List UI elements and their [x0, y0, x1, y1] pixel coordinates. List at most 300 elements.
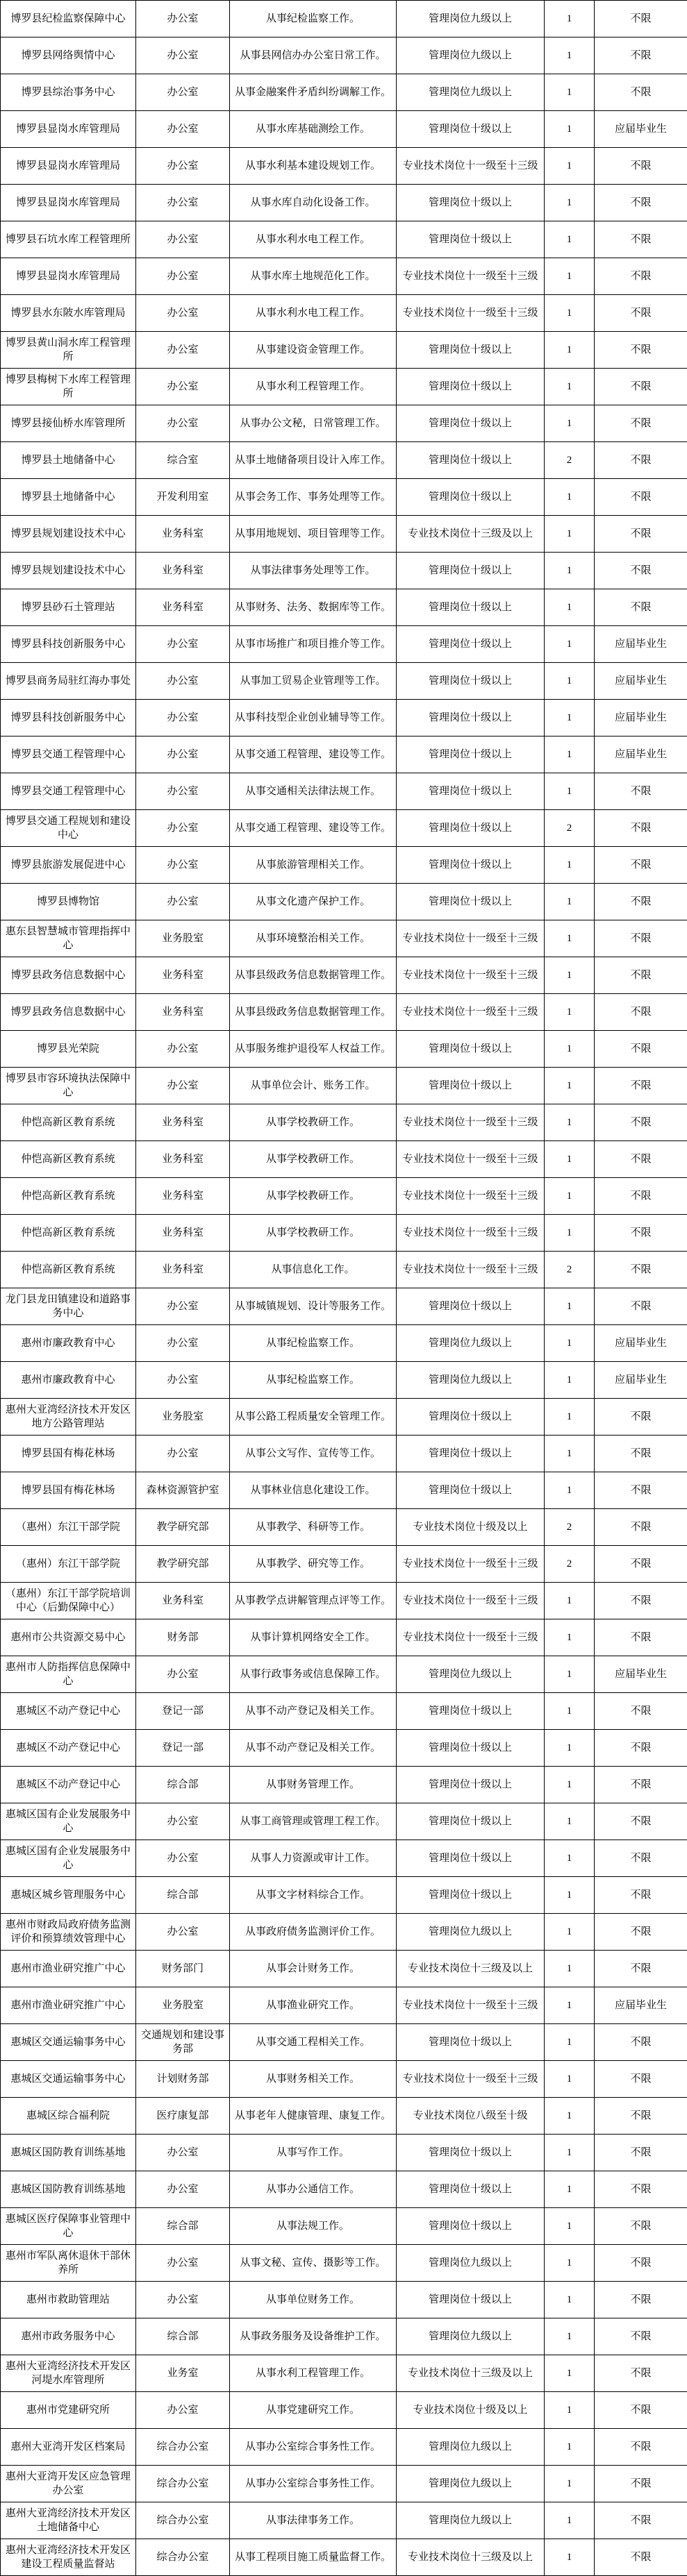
eligibility-cell: 不限 [595, 2318, 687, 2355]
unit-cell: 博罗县旅游发展促进中心 [1, 847, 136, 884]
requirement-cell: 管理岗位十级以上 [397, 2024, 545, 2061]
eligibility-cell: 不限 [595, 405, 687, 442]
department-cell: 财务部门 [136, 1951, 230, 1987]
requirement-cell: 管理岗位十级以上 [397, 479, 545, 516]
table-row [1, 1730, 687, 1767]
department-cell: 办公室 [136, 1288, 230, 1325]
department-cell: 综合部 [136, 1767, 230, 1803]
duty-cell: 从事办公文秘，日常管理工作。 [230, 405, 397, 442]
unit-cell: 仲恺高新区教育系统 [1, 1141, 136, 1178]
duty-cell: 从事学校教研工作。 [230, 1215, 397, 1252]
unit-cell: 博罗县土地储备中心 [1, 442, 136, 479]
table-row [1, 516, 687, 553]
department-cell: 综合部 [136, 2208, 230, 2245]
table-row [1, 442, 687, 479]
headcount-cell: 1 [545, 185, 595, 221]
table-row [1, 1583, 687, 1619]
requirement-cell: 专业技术岗位十一级至十三级 [397, 1141, 545, 1178]
headcount-cell: 1 [545, 1031, 595, 1068]
requirement-cell: 专业技术岗位十一级至十三级 [397, 1104, 545, 1141]
headcount-cell: 1 [545, 1877, 595, 1914]
headcount-cell: 1 [545, 2318, 595, 2355]
duty-cell: 从事计算机网络安全工作。 [230, 1619, 397, 1656]
table-row [1, 1619, 687, 1656]
duty-cell: 从事用地规划、项目管理等工作。 [230, 516, 397, 553]
table-row [1, 2466, 687, 2502]
department-cell: 办公室 [136, 736, 230, 773]
eligibility-cell: 不限 [595, 1472, 687, 1509]
table-row [1, 1252, 687, 1288]
table-row [1, 2098, 687, 2135]
eligibility-cell: 不限 [595, 1252, 687, 1288]
requirement-cell: 管理岗位九级以上 [397, 1325, 545, 1362]
department-cell: 业务股室 [136, 920, 230, 957]
department-cell: 办公室 [136, 74, 230, 111]
headcount-cell: 1 [545, 2098, 595, 2135]
duty-cell: 从事渔业研究工作。 [230, 1987, 397, 2024]
duty-cell: 从事文字材料综合工作。 [230, 1877, 397, 1914]
duty-cell: 从事法律事务处理等工作。 [230, 553, 397, 589]
duty-cell: 从事土地储备项目设计入库工作。 [230, 442, 397, 479]
unit-cell: 惠州大亚湾开发区应急管理办公室 [1, 2466, 136, 2502]
table-row [1, 553, 687, 589]
requirement-cell: 管理岗位十级以上 [397, 2282, 545, 2318]
unit-cell: 博罗县水东陂水库管理局 [1, 295, 136, 332]
requirement-cell: 管理岗位十级以上 [397, 369, 545, 405]
unit-cell: 惠州市人防指挥信息保障中心 [1, 1656, 136, 1693]
headcount-cell: 1 [545, 2024, 595, 2061]
requirement-cell: 管理岗位九级以上 [397, 2502, 545, 2539]
duty-cell: 从事教学点讲解管理点评等工作。 [230, 1583, 397, 1619]
duty-cell: 从事办公室综合事务性工作。 [230, 2429, 397, 2466]
table-row [1, 37, 687, 74]
unit-cell: 惠州市救助管理站 [1, 2282, 136, 2318]
requirement-cell: 管理岗位十级以上 [397, 332, 545, 369]
unit-cell: 博罗县交通工程管理中心 [1, 736, 136, 773]
unit-cell: 仲恺高新区教育系统 [1, 1215, 136, 1252]
eligibility-cell: 不限 [595, 2466, 687, 2502]
duty-cell: 从事旅游管理相关工作。 [230, 847, 397, 884]
requirement-cell: 管理岗位十级以上 [397, 1803, 545, 1840]
duty-cell: 从事公文写作、宣传等工作。 [230, 1436, 397, 1472]
headcount-cell: 1 [545, 479, 595, 516]
unit-cell: 博罗县显岗水库管理局 [1, 148, 136, 185]
table-row [1, 1546, 687, 1583]
eligibility-cell: 不限 [595, 2392, 687, 2429]
requirement-cell: 管理岗位九级以上 [397, 2429, 545, 2466]
duty-cell: 从事水利基本建设规划工作。 [230, 148, 397, 185]
department-cell: 办公室 [136, 1803, 230, 1840]
department-cell: 业务科室 [136, 589, 230, 626]
headcount-cell: 1 [545, 1215, 595, 1252]
department-cell: 登记一部 [136, 1693, 230, 1730]
eligibility-cell: 不限 [595, 810, 687, 847]
department-cell: 办公室 [136, 185, 230, 221]
eligibility-cell: 不限 [595, 369, 687, 405]
headcount-cell: 1 [545, 369, 595, 405]
table-row [1, 1, 687, 37]
eligibility-cell: 应届毕业生 [595, 111, 687, 148]
headcount-cell: 1 [545, 1840, 595, 1877]
department-cell: 财务部 [136, 1619, 230, 1656]
duty-cell: 从事建设资金管理工作。 [230, 332, 397, 369]
table-row [1, 1656, 687, 1693]
headcount-cell: 1 [545, 663, 595, 700]
duty-cell: 从事城镇规划、设计等服务工作。 [230, 1288, 397, 1325]
eligibility-cell: 不限 [595, 1288, 687, 1325]
unit-cell: 惠东县智慧城市管理指挥中心 [1, 920, 136, 957]
headcount-cell: 1 [545, 2539, 595, 2576]
unit-cell: 惠州市廉政教育中心 [1, 1325, 136, 1362]
eligibility-cell: 不限 [595, 74, 687, 111]
eligibility-cell: 不限 [595, 2429, 687, 2466]
unit-cell: 惠州市公共资源交易中心 [1, 1619, 136, 1656]
duty-cell: 从事党建研究工作。 [230, 2392, 397, 2429]
headcount-cell: 2 [545, 442, 595, 479]
requirement-cell: 专业技术岗位十级及以上 [397, 1509, 545, 1546]
requirement-cell: 管理岗位十级以上 [397, 1068, 545, 1104]
headcount-cell: 2 [545, 1509, 595, 1546]
requirement-cell: 管理岗位十级以上 [397, 1877, 545, 1914]
unit-cell: 惠州市财政局政府债务监测评价和预算绩效管理中心 [1, 1914, 136, 1951]
eligibility-cell: 不限 [595, 847, 687, 884]
table-row [1, 2061, 687, 2098]
headcount-cell: 1 [545, 332, 595, 369]
duty-cell: 从事水库自动化设备工作。 [230, 185, 397, 221]
requirement-cell: 管理岗位十级以上 [397, 626, 545, 663]
table-row [1, 1803, 687, 1840]
duty-cell: 从事教学、研究等工作。 [230, 1546, 397, 1583]
headcount-cell: 1 [545, 626, 595, 663]
table-row [1, 2392, 687, 2429]
requirement-cell: 管理岗位十级以上 [397, 736, 545, 773]
unit-cell: 博罗县纪检监察保障中心 [1, 1, 136, 37]
department-cell: 业务股室 [136, 1399, 230, 1436]
headcount-cell: 2 [545, 1252, 595, 1288]
headcount-cell: 1 [545, 405, 595, 442]
requirement-cell: 专业技术岗位十一级至十三级 [397, 258, 545, 295]
department-cell: 交通规划和建设事务部 [136, 2024, 230, 2061]
eligibility-cell: 不限 [595, 2098, 687, 2135]
unit-cell: 博罗县交通工程规划和建设中心 [1, 810, 136, 847]
duty-cell: 从事交通工程管理、建设等工作。 [230, 810, 397, 847]
eligibility-cell: 不限 [595, 295, 687, 332]
eligibility-cell: 不限 [595, 2245, 687, 2282]
eligibility-cell: 不限 [595, 2171, 687, 2208]
requirement-cell: 专业技术岗位十一级至十三级 [397, 957, 545, 994]
unit-cell: 惠州市政务服务中心 [1, 2318, 136, 2355]
eligibility-cell: 不限 [595, 2208, 687, 2245]
table-row [1, 1914, 687, 1951]
requirement-cell: 管理岗位十级以上 [397, 405, 545, 442]
table-row [1, 2024, 687, 2061]
table-row [1, 2171, 687, 2208]
department-cell: 医疗康复部 [136, 2098, 230, 2135]
unit-cell: 博罗县商务局驻红海办事处 [1, 663, 136, 700]
unit-cell: 惠州市廉政教育中心 [1, 1362, 136, 1399]
department-cell: 办公室 [136, 369, 230, 405]
eligibility-cell: 不限 [595, 221, 687, 258]
requirement-cell: 专业技术岗位十一级至十三级 [397, 1619, 545, 1656]
table-row [1, 332, 687, 369]
unit-cell: 博罗县博物馆 [1, 884, 136, 920]
department-cell: 办公室 [136, 847, 230, 884]
department-cell: 办公室 [136, 1914, 230, 1951]
department-cell: 办公室 [136, 773, 230, 810]
unit-cell: 博罗县网络舆情中心 [1, 37, 136, 74]
headcount-cell: 1 [545, 2208, 595, 2245]
unit-cell: 惠城区国有企业发展服务中心 [1, 1803, 136, 1840]
requirement-cell: 管理岗位十级以上 [397, 589, 545, 626]
unit-cell: 惠城区医疗保障事业管理中心 [1, 2208, 136, 2245]
table-row [1, 1840, 687, 1877]
eligibility-cell: 不限 [595, 185, 687, 221]
requirement-cell: 管理岗位十级以上 [397, 2171, 545, 2208]
department-cell: 综合室 [136, 442, 230, 479]
unit-cell: 惠城区综合福利院 [1, 2098, 136, 2135]
table-row [1, 2502, 687, 2539]
table-row [1, 1509, 687, 1546]
headcount-cell: 1 [545, 1730, 595, 1767]
table-row [1, 1693, 687, 1730]
department-cell: 业务科室 [136, 1178, 230, 1215]
headcount-cell: 1 [545, 516, 595, 553]
headcount-cell: 1 [545, 37, 595, 74]
headcount-cell: 1 [545, 1656, 595, 1693]
headcount-cell: 1 [545, 1767, 595, 1803]
department-cell: 办公室 [136, 1325, 230, 1362]
table-row [1, 1951, 687, 1987]
duty-cell: 从事服务维护退役军人权益工作。 [230, 1031, 397, 1068]
duty-cell: 从事学校教研工作。 [230, 1104, 397, 1141]
requirement-cell: 专业技术岗位十一级至十三级 [397, 1178, 545, 1215]
unit-cell: 博罗县土地储备中心 [1, 479, 136, 516]
department-cell: 办公室 [136, 884, 230, 920]
requirement-cell: 管理岗位十级以上 [397, 1288, 545, 1325]
requirement-cell: 管理岗位十级以上 [397, 1730, 545, 1767]
table-row [1, 994, 687, 1031]
duty-cell: 从事单位会计、账务工作。 [230, 1068, 397, 1104]
requirement-cell: 管理岗位九级以上 [397, 2466, 545, 2502]
requirement-cell: 管理岗位十级以上 [397, 1031, 545, 1068]
department-cell: 办公室 [136, 1840, 230, 1877]
requirement-cell: 专业技术岗位十一级至十三级 [397, 1583, 545, 1619]
unit-cell: 博罗县综治事务中心 [1, 74, 136, 111]
headcount-cell: 1 [545, 221, 595, 258]
duty-cell: 从事林业信息化建设工作。 [230, 1472, 397, 1509]
requirement-cell: 专业技术岗位十一级至十三级 [397, 994, 545, 1031]
eligibility-cell: 不限 [595, 2539, 687, 2576]
duty-cell: 从事学校教研工作。 [230, 1178, 397, 1215]
eligibility-cell: 不限 [595, 957, 687, 994]
headcount-cell: 1 [545, 1178, 595, 1215]
headcount-cell: 1 [545, 74, 595, 111]
eligibility-cell: 不限 [595, 1436, 687, 1472]
duty-cell: 从事办公通信工作。 [230, 2171, 397, 2208]
table-row [1, 1767, 687, 1803]
requirement-cell: 管理岗位九级以上 [397, 1914, 545, 1951]
duty-cell: 从事加工贸易企业管理等工作。 [230, 663, 397, 700]
eligibility-cell: 应届毕业生 [595, 736, 687, 773]
table-row [1, 405, 687, 442]
headcount-cell: 1 [545, 847, 595, 884]
headcount-cell: 1 [545, 1141, 595, 1178]
requirement-cell: 管理岗位十级以上 [397, 111, 545, 148]
headcount-cell: 1 [545, 258, 595, 295]
duty-cell: 从事县级政务信息数据管理工作。 [230, 994, 397, 1031]
duty-cell: 从事水库基础测绘工作。 [230, 111, 397, 148]
duty-cell: 从事政府债务监测评价工作。 [230, 1914, 397, 1951]
requirement-cell: 管理岗位九级以上 [397, 1656, 545, 1693]
requirement-cell: 管理岗位十级以上 [397, 2208, 545, 2245]
headcount-cell: 2 [545, 1546, 595, 1583]
table-row [1, 884, 687, 920]
unit-cell: （惠州）东江干部学院 [1, 1509, 136, 1546]
requirement-cell: 管理岗位十级以上 [397, 185, 545, 221]
requirement-cell: 管理岗位十级以上 [397, 1767, 545, 1803]
duty-cell: 从事纪检监察工作。 [230, 1, 397, 37]
table-row [1, 258, 687, 295]
unit-cell: 博罗县市容环境执法保障中心 [1, 1068, 136, 1104]
department-cell: 办公室 [136, 148, 230, 185]
unit-cell: 惠州大亚湾经济技术开发区土地储备中心 [1, 2502, 136, 2539]
eligibility-cell: 不限 [595, 1730, 687, 1767]
unit-cell: 博罗县砂石土管理站 [1, 589, 136, 626]
duty-cell: 从事政务服务及设备维护工作。 [230, 2318, 397, 2355]
headcount-cell: 1 [545, 2282, 595, 2318]
eligibility-cell: 不限 [595, 1619, 687, 1656]
headcount-cell: 1 [545, 1803, 595, 1840]
department-cell: 办公室 [136, 1436, 230, 1472]
department-cell: 综合部 [136, 1877, 230, 1914]
eligibility-cell: 应届毕业生 [595, 1325, 687, 1362]
department-cell: 业务科室 [136, 1104, 230, 1141]
department-cell: 业务科室 [136, 553, 230, 589]
requirement-cell: 专业技术岗位十一级至十三级 [397, 1987, 545, 2024]
duty-cell: 从事老年人健康管理、康复工作。 [230, 2098, 397, 2135]
eligibility-cell: 不限 [595, 479, 687, 516]
headcount-cell: 1 [545, 700, 595, 736]
table-row [1, 920, 687, 957]
duty-cell: 从事财务、法务、数据库等工作。 [230, 589, 397, 626]
headcount-cell: 1 [545, 994, 595, 1031]
department-cell: 综合办公室 [136, 2502, 230, 2539]
department-cell: 办公室 [136, 295, 230, 332]
duty-cell: 从事环境整治相关工作。 [230, 920, 397, 957]
department-cell: 办公室 [136, 1362, 230, 1399]
unit-cell: 博罗县科技创新服务中心 [1, 700, 136, 736]
eligibility-cell: 不限 [595, 589, 687, 626]
table-row [1, 589, 687, 626]
headcount-cell: 1 [545, 2171, 595, 2208]
eligibility-cell: 不限 [595, 2024, 687, 2061]
table-row [1, 111, 687, 148]
table-row [1, 369, 687, 405]
eligibility-cell: 不限 [595, 1951, 687, 1987]
duty-cell: 从事文秘、宣传、摄影等工作。 [230, 2245, 397, 2282]
table-row [1, 2135, 687, 2171]
table-row [1, 1104, 687, 1141]
table-row [1, 2282, 687, 2318]
requirement-cell: 管理岗位十级以上 [397, 700, 545, 736]
department-cell: 办公室 [136, 332, 230, 369]
table-row [1, 626, 687, 663]
unit-cell: 惠城区不动产登记中心 [1, 1767, 136, 1803]
duty-cell: 从事单位财务工作。 [230, 2282, 397, 2318]
duty-cell: 从事水利水电工程工作。 [230, 221, 397, 258]
eligibility-cell: 不限 [595, 1914, 687, 1951]
unit-cell: 博罗县国有梅花林场 [1, 1436, 136, 1472]
headcount-cell: 1 [545, 1325, 595, 1362]
eligibility-cell: 应届毕业生 [595, 626, 687, 663]
headcount-cell: 1 [545, 1914, 595, 1951]
eligibility-cell: 不限 [595, 1215, 687, 1252]
unit-cell: 博罗县规划建设技术中心 [1, 553, 136, 589]
eligibility-cell: 不限 [595, 1, 687, 37]
duty-cell: 从事交通相关法律法规工作。 [230, 773, 397, 810]
department-cell: 业务科室 [136, 957, 230, 994]
department-cell: 办公室 [136, 405, 230, 442]
unit-cell: 惠州市军队离休退休干部休养所 [1, 2245, 136, 2282]
duty-cell: 从事水库土地规范化工作。 [230, 258, 397, 295]
eligibility-cell: 不限 [595, 884, 687, 920]
department-cell: 办公室 [136, 258, 230, 295]
department-cell: 办公室 [136, 111, 230, 148]
requirement-cell: 管理岗位九级以上 [397, 1, 545, 37]
unit-cell: 惠州市渔业研究推广中心 [1, 1951, 136, 1987]
requirement-cell: 管理岗位十级以上 [397, 221, 545, 258]
requirement-cell: 管理岗位九级以上 [397, 2318, 545, 2355]
unit-cell: 仲恺高新区教育系统 [1, 1104, 136, 1141]
requirement-cell: 专业技术岗位十一级至十三级 [397, 2061, 545, 2098]
duty-cell: 从事会务工作、事务处理等工作。 [230, 479, 397, 516]
table-row [1, 1068, 687, 1104]
duty-cell: 从事科技型企业创业辅导等工作。 [230, 700, 397, 736]
requirement-cell: 专业技术岗位十一级至十三级 [397, 148, 545, 185]
duty-cell: 从事交通工程管理、建设等工作。 [230, 736, 397, 773]
requirement-cell: 专业技术岗位十一级至十三级 [397, 1546, 545, 1583]
requirement-cell: 管理岗位十级以上 [397, 2135, 545, 2171]
duty-cell: 从事财务管理工作。 [230, 1767, 397, 1803]
eligibility-cell: 不限 [595, 148, 687, 185]
eligibility-cell: 不限 [595, 1178, 687, 1215]
unit-cell: 惠州大亚湾经济技术开发区建设工程质量监督站 [1, 2539, 136, 2576]
department-cell: 办公室 [136, 626, 230, 663]
headcount-cell: 1 [545, 1583, 595, 1619]
headcount-cell: 1 [545, 1, 595, 37]
requirement-cell: 专业技术岗位十级及以上 [397, 2392, 545, 2429]
duty-cell: 从事信息化工作。 [230, 1252, 397, 1288]
eligibility-cell: 不限 [595, 1546, 687, 1583]
table-row [1, 479, 687, 516]
department-cell: 办公室 [136, 2171, 230, 2208]
unit-cell: 惠城区不动产登记中心 [1, 1730, 136, 1767]
duty-cell: 从事人力资源或审计工作。 [230, 1840, 397, 1877]
headcount-cell: 1 [545, 111, 595, 148]
eligibility-cell: 应届毕业生 [595, 1987, 687, 2024]
duty-cell: 从事教学、科研等工作。 [230, 1509, 397, 1546]
eligibility-cell: 不限 [595, 37, 687, 74]
duty-cell: 从事县级政务信息数据管理工作。 [230, 957, 397, 994]
requirement-cell: 管理岗位十级以上 [397, 847, 545, 884]
requirement-cell: 管理岗位十级以上 [397, 442, 545, 479]
requirement-cell: 管理岗位九级以上 [397, 37, 545, 74]
table-row [1, 2355, 687, 2392]
duty-cell: 从事市场推广和项目推介等工作。 [230, 626, 397, 663]
unit-cell: （惠州）东江干部学院 [1, 1546, 136, 1583]
unit-cell: 惠城区国防教育训练基地 [1, 2135, 136, 2171]
unit-cell: 惠城区城乡管理服务中心 [1, 1877, 136, 1914]
